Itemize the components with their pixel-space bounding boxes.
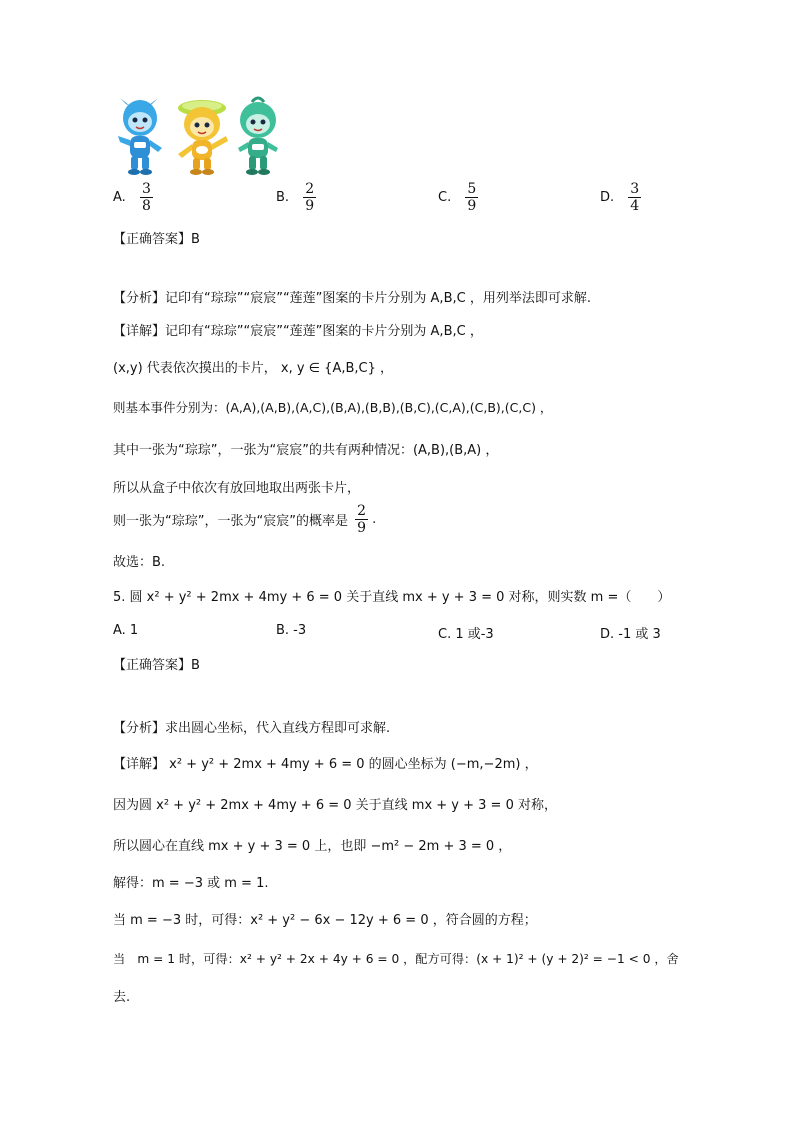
option-d-fraction: $\frac{3}{4}$ — [630, 181, 640, 214]
detail-q4-line1: 【详解】记印有“琮琮”“宸宸”“莲莲”图案的卡片分别为 A,B,C ， — [113, 324, 483, 339]
detail-q4-line6: 则一张为“琮琮”，一张为“宸宸”的概率是 $\frac{2}{9}$ . — [113, 503, 377, 536]
detail-q5-line6: 当 m = 1 时，可得：x² + y² + 2x + 4y + 6 = 0 ，配方可得：(x + 1)² + (y + 2)² = −1 < 0 ，舍 — [113, 952, 679, 966]
q5-option-a: A. 1 — [113, 623, 139, 638]
probability-fraction: $\frac{2}{9}$ — [357, 503, 367, 536]
detail-q4-line3: 则基本事件分别为：(A,A),(A,B),(A,C),(B,A),(B,B),(B,C),(C,A),(C,B),(C,C) ， — [113, 400, 553, 415]
option-b: B. $\frac{2}{9}$ — [276, 181, 315, 214]
option-d: D. $\frac{3}{4}$ — [600, 181, 640, 214]
detail-q5-line5: 当 m = −3 时，可得：x² + y² − 6x − 12y + 6 = 0 ，符合圆的方程； — [113, 913, 537, 928]
mascot-green — [238, 98, 278, 175]
option-a: A. $\frac{3}{8}$ — [113, 181, 151, 214]
mascot-blue — [118, 98, 162, 175]
option-b-fraction: $\frac{2}{9}$ — [305, 181, 315, 214]
analysis-q5: 【分析】求出圆心坐标，代入直线方程即可求解. — [113, 721, 391, 736]
option-c: C. $\frac{5}{9}$ — [438, 181, 477, 214]
detail-q5-line7: 去. — [113, 990, 131, 1005]
question-5-stem: 5. 圆 x² + y² + 2mx + 4my + 6 = 0 关于直线 mx + y + 3 = 0 对称，则实数 m =（ ） — [113, 590, 671, 605]
detail-q5-line4: 解得：m = −3 或 m = 1. — [113, 876, 269, 891]
detail-q5-line1: 【详解】 x² + y² + 2mx + 4my + 6 = 0 的圆心坐标为 (−m,−2m) ， — [113, 757, 538, 772]
detail-q4-line5: 所以从盒子中依次有放回地取出两张卡片， — [113, 481, 361, 496]
detail-q5-line2: 因为圆 x² + y² + 2mx + 4my + 6 = 0 关于直线 mx + y + 3 = 0 对称， — [113, 798, 557, 813]
answer-q5: 【正确答案】B — [113, 658, 200, 673]
answer-q4: 【正确答案】B — [113, 232, 200, 247]
detail-q4-line7: 故选：B. — [113, 555, 166, 570]
analysis-q4: 【分析】记印有“琮琮”“宸宸”“莲莲”图案的卡片分别为 A,B,C ，用列举法即可求解. — [113, 291, 591, 306]
detail-q4-line4: 其中一张为“琮琮”，一张为“宸宸”的共有两种情况：(A,B),(B,A) ， — [113, 443, 499, 458]
option-c-fraction: $\frac{5}{9}$ — [467, 181, 477, 214]
q5-option-d: D. -1 或 3 — [600, 627, 661, 642]
detail-q5-line3: 所以圆心在直线 mx + y + 3 = 0 上，也即 −m² − 2m + 3 = 0 ， — [113, 839, 512, 854]
q5-option-c: C. 1 或-3 — [438, 627, 494, 642]
mascots-illustration — [112, 96, 290, 178]
mascot-yellow — [178, 100, 228, 175]
detail-q4-line2: (x,y) 代表依次摸出的卡片， x, y ∈ {A,B,C} ， — [113, 361, 393, 376]
option-a-fraction: $\frac{3}{8}$ — [141, 181, 151, 214]
q5-option-b: B. -3 — [276, 623, 307, 638]
